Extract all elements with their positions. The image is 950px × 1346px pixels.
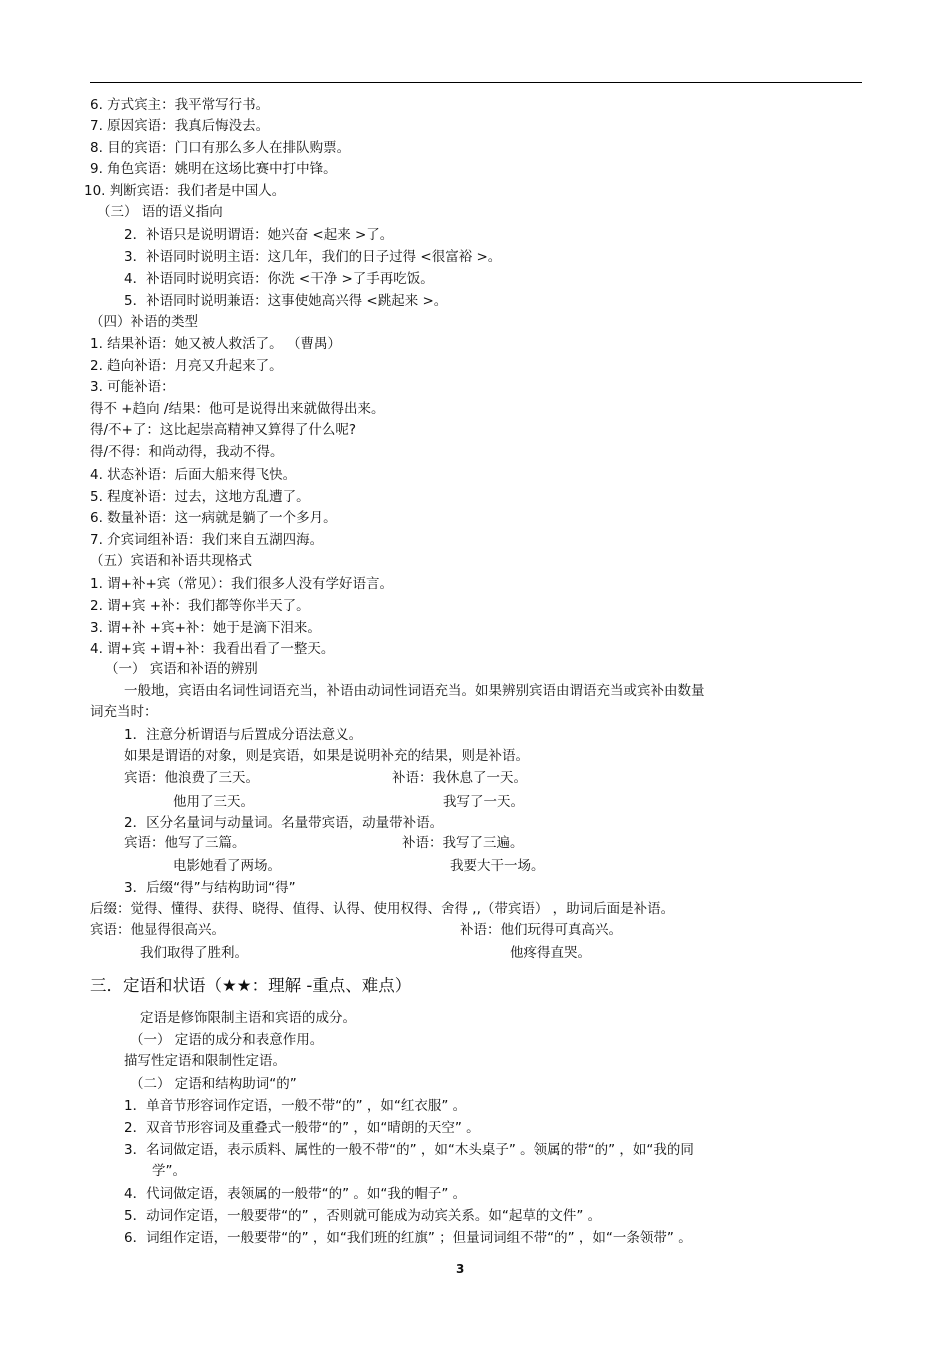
text-line: 补语：我写了三遍。 — [402, 835, 524, 851]
text-line: 2. 趋向补语：月亮又升起来了。 — [90, 358, 283, 374]
text-line: 1. 结果补语：她又被人救活了。 （曹禺） — [90, 336, 341, 352]
text-line: 7. 介宾词组补语：我们来自五湖四海。 — [90, 532, 324, 548]
chapter-heading: 三．定语和状语（★★：理解 -重点、难点） — [90, 976, 412, 995]
text-line: 1．单音节形容词作定语，一般不带“的” ，如“红衣服” 。 — [124, 1098, 467, 1114]
text-line: 补语：他们玩得可真高兴。 — [460, 922, 622, 938]
text-line: 如果是谓语的对象，则是宾语，如果是说明补充的结果，则是补语。 — [124, 748, 529, 764]
text-line: 补语：我休息了一天。 — [392, 770, 527, 786]
text-line: 9. 角色宾语：姚明在这场比赛中打中锋。 — [90, 161, 337, 177]
text-line: 得/不+了：这比起崇高精神又算得了什么呢? — [90, 422, 357, 438]
text-line: 4．补语同时说明宾语：你洗 <干净 >了手再吃饭。 — [124, 271, 434, 287]
text-line: 6．词组作定语，一般要带“的” ，如“我们班的红旗” ；但量词词组不带“的” ，如“一条领带” 。 — [124, 1230, 692, 1246]
text-line: 5．动词作定语，一般要带“的” ，否则就可能成为动宾关系。如“起草的文件” 。 — [124, 1208, 602, 1224]
text-line: 宾语：他写了三篇。 — [124, 835, 246, 851]
text-line: 3．后缀“得”与结构助词“得” — [124, 880, 296, 896]
text-line: 8. 目的宾语：门口有那么多人在排队购票。 — [90, 140, 351, 156]
text-line: 4．代词做定语，表领属的一般带“的” 。如“我的帽子” 。 — [124, 1186, 467, 1202]
text-line: 6. 数量补语：这一病就是躺了一个多月。 — [90, 510, 337, 526]
text-line: 词充当时： — [90, 704, 158, 720]
text-line: 后缀：觉得、懂得、获得、晓得、值得、认得、使用权得、舍得 ,,（带宾语） ，助词后面是补语。 — [90, 901, 675, 917]
text-line: 得/不得：和尚动得，我动不得。 — [90, 444, 284, 460]
text-line: 3．补语同时说明主语：这几年，我们的日子过得 <很富裕 >。 — [124, 249, 502, 265]
text-line: 我写了一天。 — [443, 794, 524, 810]
text-line: 我要大干一场。 — [450, 858, 545, 874]
text-line: 描写性定语和限制性定语。 — [124, 1053, 286, 1069]
text-line: 10. 判断宾语：我们者是中国人。 — [84, 183, 286, 199]
text-line: 3. 谓+补 +宾+补：她于是滴下泪来。 — [90, 620, 321, 636]
text-line: 6. 方式宾主：我平常写行书。 — [90, 97, 270, 113]
section-heading: （二） 定语和结构助词“的” — [130, 1076, 297, 1092]
text-line: 他疼得直哭。 — [510, 945, 591, 961]
header-rule — [90, 82, 862, 83]
section-heading: （四）补语的类型 — [90, 314, 198, 330]
text-line: 定语是修饰限制主语和宾语的成分。 — [140, 1010, 356, 1026]
text-line: 5. 程度补语：过去，这地方乱遭了。 — [90, 489, 310, 505]
text-line: 宾语：他浪费了三天。 — [124, 770, 259, 786]
section-heading: （三） 语的语义指向 — [97, 204, 223, 220]
text-line: 1. 谓+补+宾（常见）：我们很多人没有学好语言。 — [90, 576, 394, 592]
text-line: 宾语：他显得很高兴。 — [90, 922, 225, 938]
text-line: 7. 原因宾语：我真后悔没去。 — [90, 118, 270, 134]
text-line: 2. 谓+宾 +补：我们都等你半天了。 — [90, 598, 310, 614]
text-line: 4. 状态补语：后面大船来得飞快。 — [90, 467, 297, 483]
text-line: 得不 +趋向 /结果：他可是说得出来就做得出来。 — [90, 401, 385, 417]
text-line: 2．区分名量词与动量词。名量带宾语，动量带补语。 — [124, 815, 444, 831]
text-line: 我们取得了胜利。 — [140, 945, 248, 961]
text-line: 3．名词做定语，表示质料、属性的一般不带“的” ，如“木头桌子” 。领属的带“的” ，如“我的同 — [124, 1142, 694, 1158]
text-line: 5．补语同时说明兼语：这事使她高兴得 <跳起来 >。 — [124, 293, 448, 309]
text-line: 1．注意分析谓语与后置成分语法意义。 — [124, 727, 363, 743]
page-number: 3 — [456, 1262, 465, 1276]
text-line: 一般地，宾语由名词性词语充当，补语由动词性词语充当。如果辨别宾语由谓语充当或宾补由数量 — [124, 683, 705, 699]
text-line: 他用了三天。 — [173, 794, 254, 810]
text-line: 3. 可能补语： — [90, 379, 175, 395]
text-line: 电影她看了两场。 — [173, 858, 281, 874]
section-heading: （一） 定语的成分和表意作用。 — [130, 1032, 324, 1048]
section-heading: （五）宾语和补语共现格式 — [90, 553, 252, 569]
text-line: 4. 谓+宾 +谓+补：我看出看了一整天。 — [90, 641, 335, 657]
section-heading: （一） 宾语和补语的辨别 — [105, 661, 258, 677]
text-line: 2．补语只是说明谓语：她兴奋 <起来 >了。 — [124, 227, 394, 243]
text-line: 2．双音节形容词及重叠式一般带“的” ，如“晴朗的天空” 。 — [124, 1120, 480, 1136]
text-line: 学”。 — [152, 1163, 186, 1179]
